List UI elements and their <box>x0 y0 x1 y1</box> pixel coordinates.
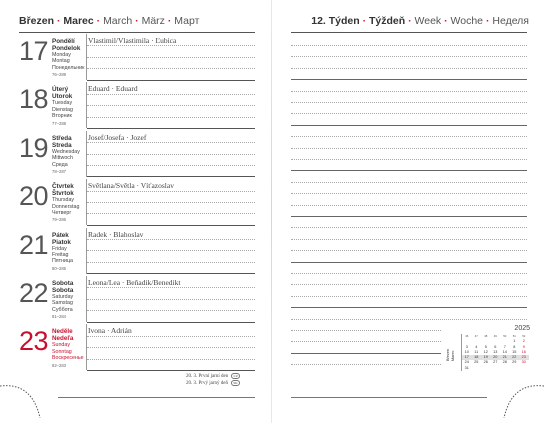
mini-calendar <box>446 325 530 371</box>
note-line <box>291 91 527 92</box>
weekday-en: Saturday <box>52 294 74 300</box>
day-number: 20 <box>19 181 49 212</box>
note-line <box>291 182 527 183</box>
holiday-note-sk <box>186 380 240 386</box>
month-de: März <box>141 15 165 27</box>
header-rule <box>291 32 527 33</box>
day-block <box>19 179 255 225</box>
mini-month-cs: Březen <box>446 348 450 361</box>
day-of-year: 81–284 <box>52 314 66 320</box>
day-block <box>19 228 255 274</box>
weekday-en: Thursday <box>52 197 75 204</box>
mini-day-cell: 13 <box>493 349 498 354</box>
mini-calendar-year: 2025 <box>514 325 530 332</box>
header-rule <box>19 32 255 33</box>
bottom-rule <box>291 397 487 398</box>
separator: · <box>167 15 172 27</box>
writing-line <box>87 57 255 58</box>
note-line <box>291 148 527 149</box>
weekday-cs: Sobota <box>52 280 74 287</box>
mini-day-cell: 5 <box>484 344 487 349</box>
month-cs: Březen <box>19 15 55 27</box>
weekday-cs: Neděle <box>52 328 73 336</box>
nameday: Ivona · Adrián <box>88 326 132 336</box>
weekday-en: Friday <box>52 245 67 252</box>
right-corner-stitch <box>498 378 544 418</box>
week-sk: Týždeň <box>369 15 406 27</box>
day-of-year: 80–285 <box>52 265 66 271</box>
mini-day-cell: 23 <box>519 355 529 360</box>
mini-head-cell: 49 <box>493 334 497 338</box>
day-number: 22 <box>19 278 49 308</box>
note-line <box>291 170 527 171</box>
writing-line <box>87 213 255 214</box>
weekday-sk: Štvrtok <box>52 190 74 198</box>
writing-line <box>87 165 255 166</box>
writing-line <box>87 105 255 106</box>
weekday-cs: Pátek <box>52 231 69 239</box>
note-line <box>291 273 527 274</box>
day-of-year: 82–283 <box>52 362 66 368</box>
day-names <box>52 280 86 321</box>
left-corner-stitch <box>0 378 46 418</box>
writing-line <box>87 262 255 263</box>
week-cs: 12. Týden <box>311 15 360 27</box>
nameday: Leona/Lea · Beňadik/Benedikt <box>88 278 181 287</box>
holiday-note-text: 20. 3. První jarní den <box>186 374 229 380</box>
nameday: Josef/Josefa · Jozef <box>88 132 147 142</box>
mini-day-cell: 6 <box>494 344 497 349</box>
mini-day-cell: 21 <box>500 355 510 360</box>
weekday-de: Donnerstag <box>52 203 80 210</box>
mini-day-cell: 4 <box>475 344 478 349</box>
mini-day-cell <box>472 366 482 371</box>
weekday-de: Mittwoch <box>52 155 73 162</box>
day-number: 18 <box>19 84 49 115</box>
mini-calendar-month <box>446 331 456 361</box>
weekday-sk: Piatok <box>52 238 71 246</box>
mini-day-cell: 20 <box>491 355 501 360</box>
mini-day-cell: 1 <box>513 339 516 344</box>
writing-line <box>87 322 255 323</box>
mini-day-cell: 17 <box>462 355 472 360</box>
week-header <box>311 15 529 27</box>
writing-line <box>87 117 255 118</box>
nameday: Eduard · Eduard <box>88 84 138 94</box>
note-line <box>291 239 527 240</box>
mini-day-cell: 22 <box>510 355 520 360</box>
mini-day-cell: 7 <box>503 344 506 349</box>
note-line <box>291 319 527 320</box>
mini-day-cell: 26 <box>483 360 488 365</box>
writing-line <box>87 94 255 95</box>
flag-badge: CZ <box>233 374 238 378</box>
day-of-year: 76–289 <box>52 72 66 78</box>
mini-day-cell: 14 <box>502 349 507 354</box>
writing-line <box>87 370 255 371</box>
mini-day-cell: 18 <box>472 355 482 360</box>
mini-head-cell: 47 <box>474 334 478 338</box>
day-number: 17 <box>19 36 49 66</box>
weekday-ru: Среда <box>52 161 68 168</box>
mini-head-cell: 52 <box>522 334 526 338</box>
weekday-de: Freitag <box>52 252 69 258</box>
separator: · <box>362 15 367 27</box>
mini-calendar-week <box>462 366 530 371</box>
center-fold <box>271 0 272 423</box>
weekday-en: Wednesday <box>52 148 80 155</box>
note-line <box>291 353 441 354</box>
day-names <box>52 183 86 224</box>
mini-day-cell <box>500 366 510 371</box>
note-line <box>291 284 527 285</box>
note-line <box>291 341 441 342</box>
writing-line <box>87 299 255 300</box>
separator: · <box>485 15 490 27</box>
day-of-year: 77–288 <box>52 120 66 126</box>
day-number: 21 <box>19 229 49 260</box>
weekday-sk: Utorok <box>52 93 73 101</box>
separator: · <box>96 15 101 27</box>
note-line <box>291 250 527 251</box>
weekday-cs: Čtvrtek <box>52 183 74 191</box>
note-line <box>291 113 527 114</box>
weekday-cs: Úterý <box>52 86 69 94</box>
mini-day-cell: 3 <box>465 344 468 349</box>
day-number: 23 <box>19 326 49 357</box>
separator: · <box>56 15 61 27</box>
weekday-cs: Středa <box>52 134 72 142</box>
writing-line <box>87 250 255 251</box>
writing-line <box>87 154 255 155</box>
writing-line <box>87 359 255 360</box>
note-line <box>291 56 527 57</box>
weekday-ru: Воскресенье <box>52 355 84 362</box>
day-block <box>19 34 255 80</box>
mini-day-cell <box>519 366 529 371</box>
mini-day-cell: 25 <box>474 360 479 365</box>
writing-line <box>87 287 255 288</box>
mini-day-cell: 10 <box>464 349 469 354</box>
weekday-sk: Nedeľa <box>52 335 74 343</box>
separator: · <box>444 15 448 27</box>
weekday-en: Monday <box>52 52 71 58</box>
weekday-sk: Sobota <box>52 287 74 294</box>
holiday-note-text: 20. 3. Prvý jarný deň <box>186 381 228 387</box>
mini-day-cell: 27 <box>493 360 498 365</box>
weekday-sk: Pondelok <box>52 45 81 52</box>
note-line <box>291 102 527 103</box>
note-line <box>291 136 527 137</box>
month-ru: Март <box>174 15 200 27</box>
weekday-de: Sonntag <box>52 348 72 355</box>
mini-head-cell: 46 <box>465 334 469 338</box>
nameday: Radek · Blahoslav <box>88 229 144 239</box>
month-header <box>19 15 199 27</box>
mini-day-cell: 12 <box>483 349 488 354</box>
note-line <box>291 193 527 194</box>
writing-line <box>87 310 255 311</box>
week-ru: Неделя <box>492 15 529 27</box>
day-number: 19 <box>19 132 49 163</box>
mini-day-cell: 29 <box>512 360 517 365</box>
note-line <box>291 45 527 46</box>
weekday-ru: Пятница <box>52 258 73 265</box>
writing-line <box>87 202 255 203</box>
note-line <box>291 296 527 297</box>
note-line <box>291 307 527 308</box>
weekday-en: Sunday <box>52 342 70 349</box>
separator: · <box>408 15 412 27</box>
week-en: Week <box>414 15 442 27</box>
day-of-year: 79–286 <box>52 217 66 223</box>
mini-month-sk: Marec <box>451 350 455 361</box>
weekday-ru: Понедельник <box>52 64 85 71</box>
nameday: Světlana/Světla · Víťazoslav <box>88 181 174 191</box>
mini-day-cell: 2 <box>522 339 525 344</box>
weekday-ru: Вторник <box>52 113 72 120</box>
mini-day-cell: 31 <box>464 365 469 370</box>
day-block <box>19 131 255 177</box>
weekday-en: Tuesday <box>52 100 73 107</box>
day-block <box>19 276 255 322</box>
note-line <box>291 364 441 365</box>
day-names <box>52 135 86 176</box>
day-names <box>52 86 86 127</box>
day-names <box>52 328 86 369</box>
day-block <box>19 82 255 128</box>
mini-day-cell <box>481 366 491 371</box>
mini-day-cell: 16 <box>521 349 526 354</box>
note-line <box>291 205 527 206</box>
writing-line <box>87 347 255 348</box>
mini-day-cell <box>510 366 520 371</box>
mini-day-cell: 19 <box>481 355 491 360</box>
separator: · <box>135 15 139 27</box>
writing-line <box>87 176 255 177</box>
mini-day-cell: 15 <box>512 349 517 354</box>
note-line <box>291 79 527 80</box>
day-of-year: 78–287 <box>52 169 66 175</box>
note-line <box>291 68 527 69</box>
writing-line <box>87 80 255 81</box>
week-de: Woche <box>450 15 484 27</box>
weekday-de: Samstag <box>52 300 73 307</box>
mini-day-cell <box>491 366 501 371</box>
weekday-sk: Streda <box>52 141 72 149</box>
day-block <box>19 324 255 370</box>
writing-line <box>87 239 255 240</box>
writing-line <box>87 273 255 274</box>
day-names <box>52 38 86 79</box>
mini-day-cell: 9 <box>522 344 525 349</box>
note-line <box>291 159 527 160</box>
bottom-rule <box>58 397 255 398</box>
mini-calendar-grid <box>461 334 530 371</box>
writing-line <box>87 68 255 69</box>
mini-head-cell: 51 <box>512 334 516 338</box>
mini-day-cell: 11 <box>474 349 479 354</box>
nameday: Vlastimil/Vlastimila · Ľubica <box>88 36 177 45</box>
writing-line <box>87 336 255 337</box>
note-line <box>291 125 527 126</box>
writing-line <box>87 45 255 46</box>
note-line <box>291 262 527 263</box>
flag-badge: SK <box>233 381 238 385</box>
writing-line <box>87 191 255 192</box>
weekday-de: Dienstag <box>52 106 73 113</box>
month-en: March <box>103 15 133 27</box>
mini-head-cell: 50 <box>503 334 507 338</box>
weekday-ru: Четверг <box>52 210 72 216</box>
weekday-de: Montag <box>52 58 70 65</box>
holiday-note-cs <box>186 373 240 379</box>
writing-line <box>87 225 255 226</box>
mini-day-cell: 8 <box>513 344 516 349</box>
mini-head-cell: 48 <box>484 334 488 338</box>
mini-day-cell: 24 <box>464 360 469 365</box>
weekday-cs: Pondělí <box>52 38 75 45</box>
note-line <box>291 227 527 228</box>
day-names <box>52 232 86 273</box>
writing-line <box>87 142 255 143</box>
note-line <box>291 216 527 217</box>
month-sk: Marec <box>63 15 94 27</box>
writing-line <box>87 128 255 129</box>
weekday-ru: Суббота <box>52 306 73 313</box>
note-line <box>291 330 441 331</box>
mini-day-cell: 30 <box>521 360 526 365</box>
mini-day-cell: 28 <box>502 360 507 365</box>
